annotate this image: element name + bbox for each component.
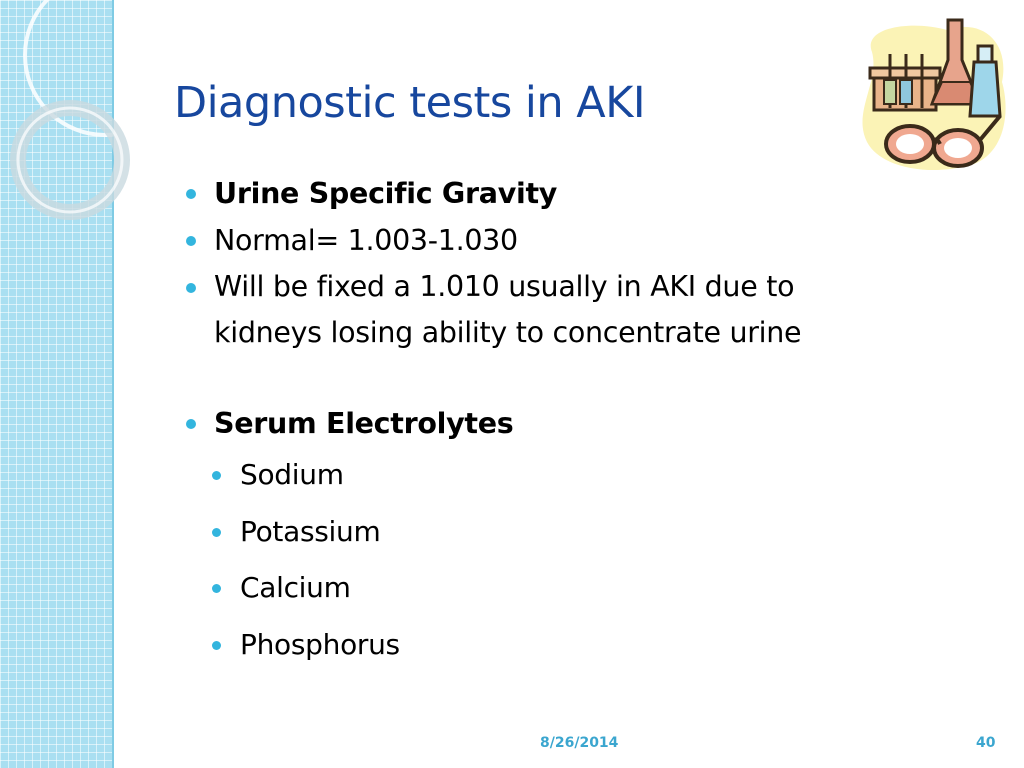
bullet-normal-range: Normal= 1.003-1.030 [184,217,904,264]
footer-date: 8/26/2014 [540,735,619,751]
sub-bullet-calcium: Calcium [210,560,904,617]
sub-bullet-potassium: Potassium [210,504,904,561]
bullet-urine-specific-gravity: Urine Specific Gravity [184,170,904,217]
sub-bullet-sodium: Sodium [210,447,904,504]
page-number: 40 [976,735,996,751]
lab-glassware-clipart [852,12,1010,172]
bullet-fixed-value-note: Will be fixed a 1.010 usually in AKI due to kidneys losing ability to concentrate urine [184,264,904,356]
decorative-rings [0,0,160,260]
bullet-list [184,170,904,673]
sub-bullet-phosphorus: Phosphorus [210,617,904,674]
slide-title: Diagnostic tests in AKI [174,78,646,128]
bullet-serum-electrolytes: Serum Electrolytes [184,400,904,447]
